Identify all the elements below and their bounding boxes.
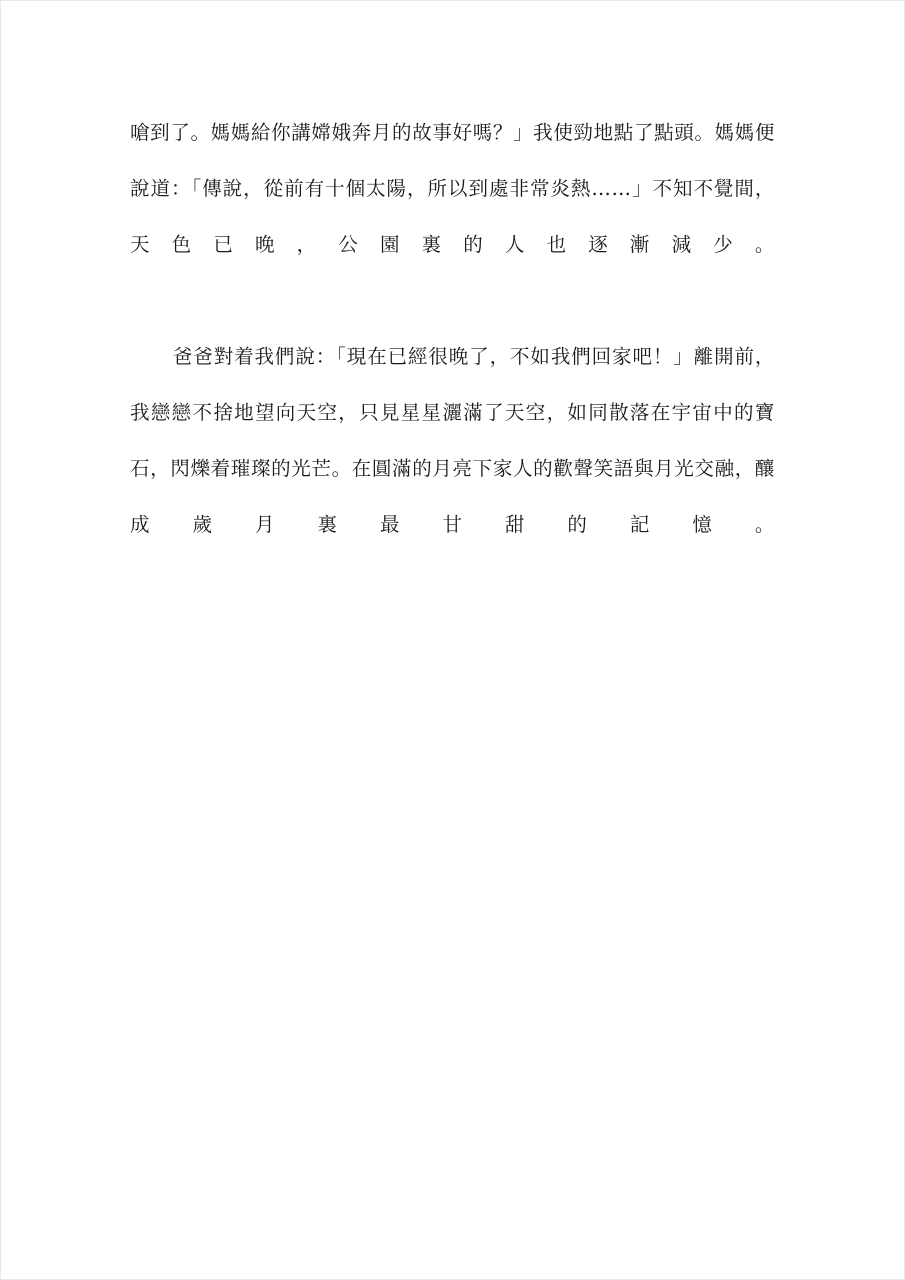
page-body bbox=[130, 105, 775, 609]
paragraph-1: 嗆到了。媽媽給你講嫦娥奔月的故事好嗎？」我使勁地點了點頭。媽媽便說道：「傳說，從前有十個太陽，所以到處非常炎熱……」不知不覺間，天色已晚，公園裏的人也逐漸減少。 bbox=[130, 121, 775, 256]
paragraph-2: 爸爸對着我們說：「現在已經很晚了，不如我們回家吧！」離開前，我戀戀不捨地望向天空，只見星星灑滿了天空，如同散落在宇宙中的寶石，閃爍着璀璨的光芒。在圓滿的月亮下家人的歡聲笑語與月光交融，釀成歲月裏最甘甜的記憶。 bbox=[130, 345, 775, 536]
